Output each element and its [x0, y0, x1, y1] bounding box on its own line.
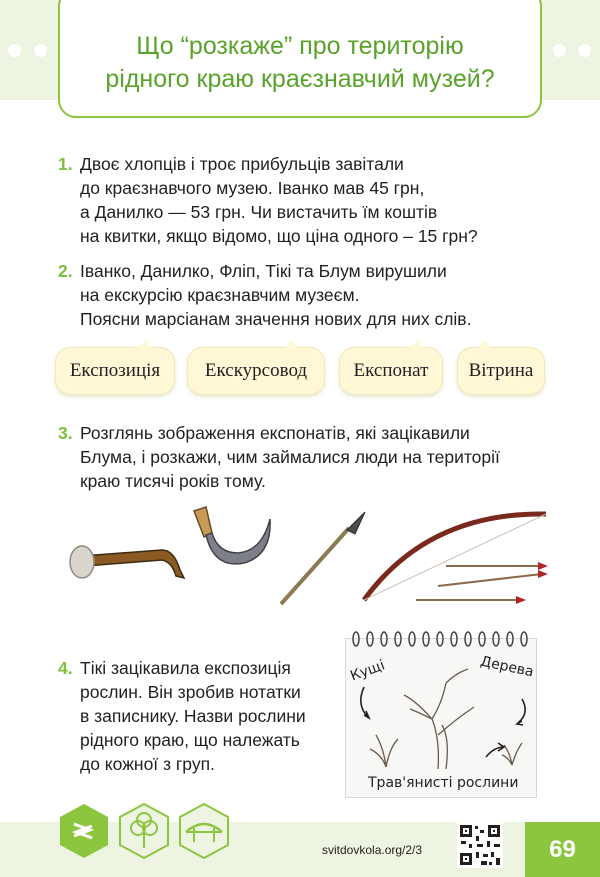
footer-url[interactable]: svitdovkola.org/2/3	[322, 843, 423, 857]
task-text	[80, 259, 580, 331]
word-label: Експозиція	[69, 360, 161, 381]
task-line: в записнику. Назви рослини	[80, 706, 306, 726]
label-herbs: Трав'янисті рослини	[368, 775, 519, 791]
word-bubble	[340, 348, 442, 394]
qr-code-icon[interactable]	[457, 822, 503, 868]
task-number: 4.	[58, 658, 73, 678]
sickle-image	[190, 505, 280, 571]
page-title-line: Що “розкаже” про територію	[136, 32, 464, 60]
task-text	[80, 152, 580, 248]
word-label: Екскурсовод	[204, 360, 308, 381]
decor-dot	[578, 44, 591, 57]
decor-dot	[8, 44, 21, 57]
task-number: 1.	[58, 154, 73, 174]
task-line: а Данилко — 53 грн. Чи вистачить їм коштів	[80, 202, 438, 222]
task-line: на квитки, якщо відомо, що ціна одного – 15 грн?	[80, 226, 478, 246]
decor-dot	[34, 44, 47, 57]
task-line: рослин. Він зробив нотатки	[80, 682, 301, 702]
task-number: 2.	[58, 261, 73, 281]
word-bubble	[458, 348, 544, 394]
bubble-tail	[410, 340, 424, 349]
page-title-line: рідного краю краєзнавчий музей?	[105, 65, 495, 93]
word-label: Вітрина	[468, 360, 534, 381]
task-line: до краєзнавчого музею. Іванко мав 45 грн,	[80, 178, 425, 198]
task-line: Поясни марсіанам значення нових для них слів.	[80, 309, 472, 329]
word-bubble	[188, 348, 324, 394]
bubble-tail	[138, 340, 152, 349]
notebook	[345, 638, 537, 798]
decor-dot	[553, 44, 566, 57]
bridge-section-icon	[178, 802, 230, 860]
task-line: Блума, і розкажи, чим займалися люди на території	[80, 447, 500, 467]
label-bushes: Кущі	[348, 657, 387, 685]
task-line: на екскурсію краєзнавчим музеєм.	[80, 285, 360, 305]
bow-and-arrows-image	[358, 508, 550, 612]
word-label: Експонат	[353, 360, 429, 381]
task-text	[80, 421, 580, 493]
task-line: Іванко, Данилко, Фліп, Тікі та Блум вирушили	[80, 261, 447, 281]
bubble-tail	[284, 340, 298, 349]
page-number: 69	[525, 822, 600, 877]
bubble-tail	[478, 340, 492, 349]
task-line: Тікі зацікавила експозиція	[80, 658, 291, 678]
task-line: Розглянь зображення експонатів, які зацікавили	[80, 423, 470, 443]
task-line: рідного краю, що належать	[80, 730, 300, 750]
math-section-icon	[58, 802, 110, 860]
word-bubble	[56, 348, 174, 394]
task-line: Двоє хлопців і троє прибульців завітали	[80, 154, 404, 174]
stone-axe-image	[62, 530, 192, 590]
task-line: краю тисячі років тому.	[80, 471, 266, 491]
tree-section-icon	[118, 802, 170, 860]
label-trees: Дерева	[478, 653, 535, 681]
page-title	[58, 30, 542, 96]
task-number: 3.	[58, 423, 73, 443]
task-line: до кожної з груп.	[80, 754, 215, 774]
